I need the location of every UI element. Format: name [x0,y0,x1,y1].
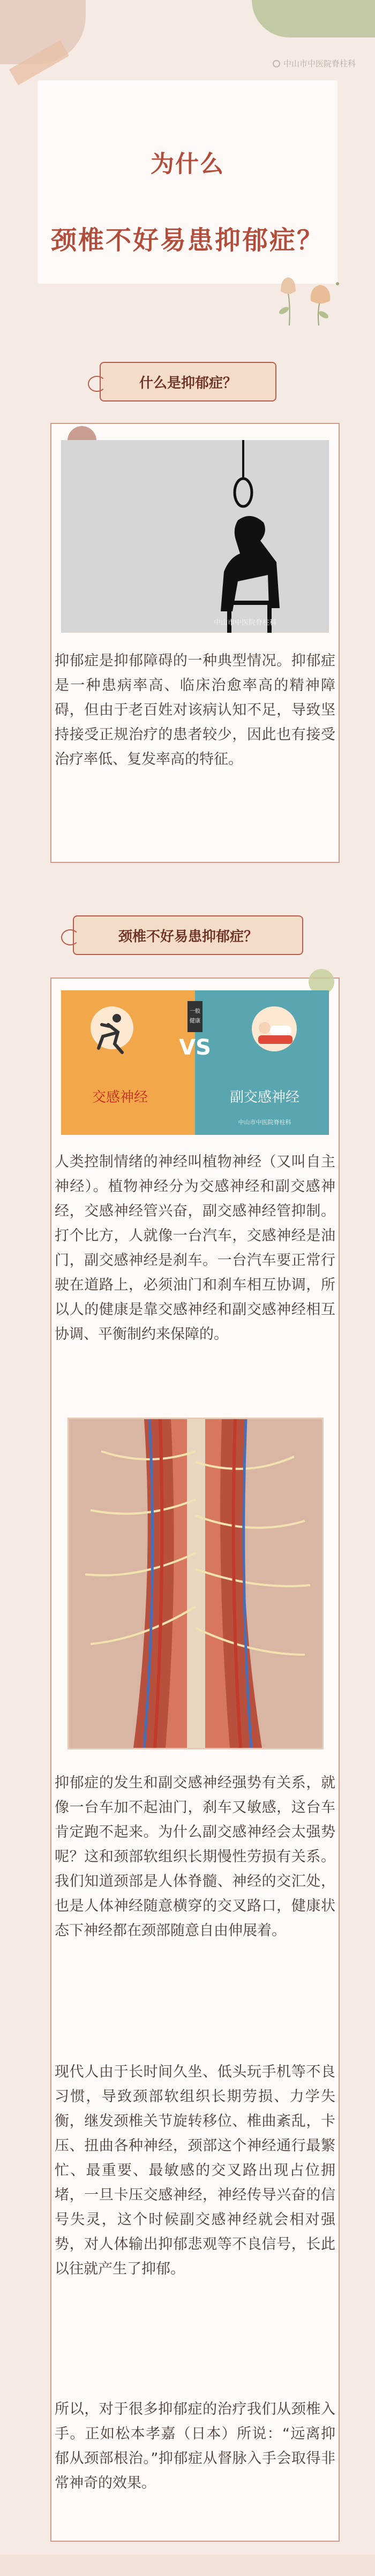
nerve-comparison-graphic [61,990,329,1135]
section-label-text: 颈椎不好易患抑郁症？ [118,928,258,945]
section-label-what-is-depression [100,362,276,401]
paragraph-treatment: 所以，对于很多抑郁症的治疗我们从颈椎入手。正如松本孝嘉（日本）所说：“远离抑郁从颈部根治。”抑郁症从督脉入手会取得非常神奇的效果。 [55,2401,335,2491]
parasympathetic-label: 副交感神经 [229,1089,300,1105]
section2-panel [50,978,340,2542]
paragraph-modern-habits: 现代人由于长时间久坐、低头玩手机等不良习惯，导致颈部软组织长期劳损、力学失衡，继发颈椎关节旋转移位、椎曲紊乱，卡压、扭曲各种神经，颈部这个神经通行最繁忙、最重要、最敏感的交叉路出现占位拥堵，一旦卡压交感神经，神经传导兴奋的信号失灵，这个时候副交感神经就会相对强势，对人体输出抑郁悲观等不良信号，长此以往就产生了抑郁。 [55,2064,335,2277]
paragraph-depression-definition: 抑郁症是抑郁障碍的一种典型情况。抑郁症是一种患病率高、临床治愈率高的精神障碍，但由于老百姓对该病认知不足，导致坚持接受正规治疗的患者较少，因此也有接受治疗率低、复发率高的特征。 [55,653,335,768]
page-title: 颈椎不好易患抑郁症？ [50,225,324,255]
title-card [38,80,338,284]
section-label-cervical-depression [73,915,303,955]
image-watermark: 中山市中医院脊柱科 [214,619,277,627]
svg-text:一般: 一般 [190,1009,200,1014]
image-watermark: 中山市中医院脊柱科 [238,1119,291,1126]
health-tag [188,1001,202,1032]
ring-decoration [88,376,106,392]
sympathetic-label: 交感神经 [92,1089,148,1105]
logo-icon [273,60,280,67]
paragraph-autonomic-nerves: 人类控制情绪的神经叫植物神经（又叫自主神经）。植物神经分为交感神经和副交感神经，交感神经管兴奋，副交感神经管抑制。打个比方，人就像一台汽车，交感神经是油门，副交感神经是刹车。一台汽车要正常行驶在道路上，必须油门和刹车相互协调，所以人的健康是靠交感神经和副交感神经相互协调、平衡制约来保障的。 [55,1154,335,1343]
flower-decoration-icon [268,268,348,327]
vs-label: VS [179,1035,211,1060]
section1-panel [50,423,340,863]
depressed-person-silhouette-icon [61,440,329,633]
ring-decoration [61,929,79,945]
page-title-line1: 为什么 [151,150,224,178]
depression-illustration [61,440,329,633]
svg-text:健康: 健康 [190,1018,200,1024]
neck-anatomy-illustration [69,1419,322,1748]
account-watermark: 中山市中医院脊柱科 [273,58,356,69]
leaf-decoration [252,0,375,37]
footer-band [0,2555,375,2576]
paragraph-parasympathetic-dominance: 抑郁症的发生和副交感神经强势有关系，就像一台车加不起油门，刹车又敏感，这台车肯定跑不起来。为什么副交感神经会太强势呢？这和颈部软组织长期慢性劳损有关系。我们知道颈部是人体脊髓、神经的交汇处，也是人体神经随意横穿的交叉路口，健康状态下神经都在颈部随意自由伸展着。 [55,1775,335,1939]
section-label-text: 什么是抑郁症？ [139,375,237,391]
neck-anatomy-image [68,1418,324,1749]
nerve-comparison-image [61,990,329,1135]
sleeping-person-icon [252,1006,297,1051]
